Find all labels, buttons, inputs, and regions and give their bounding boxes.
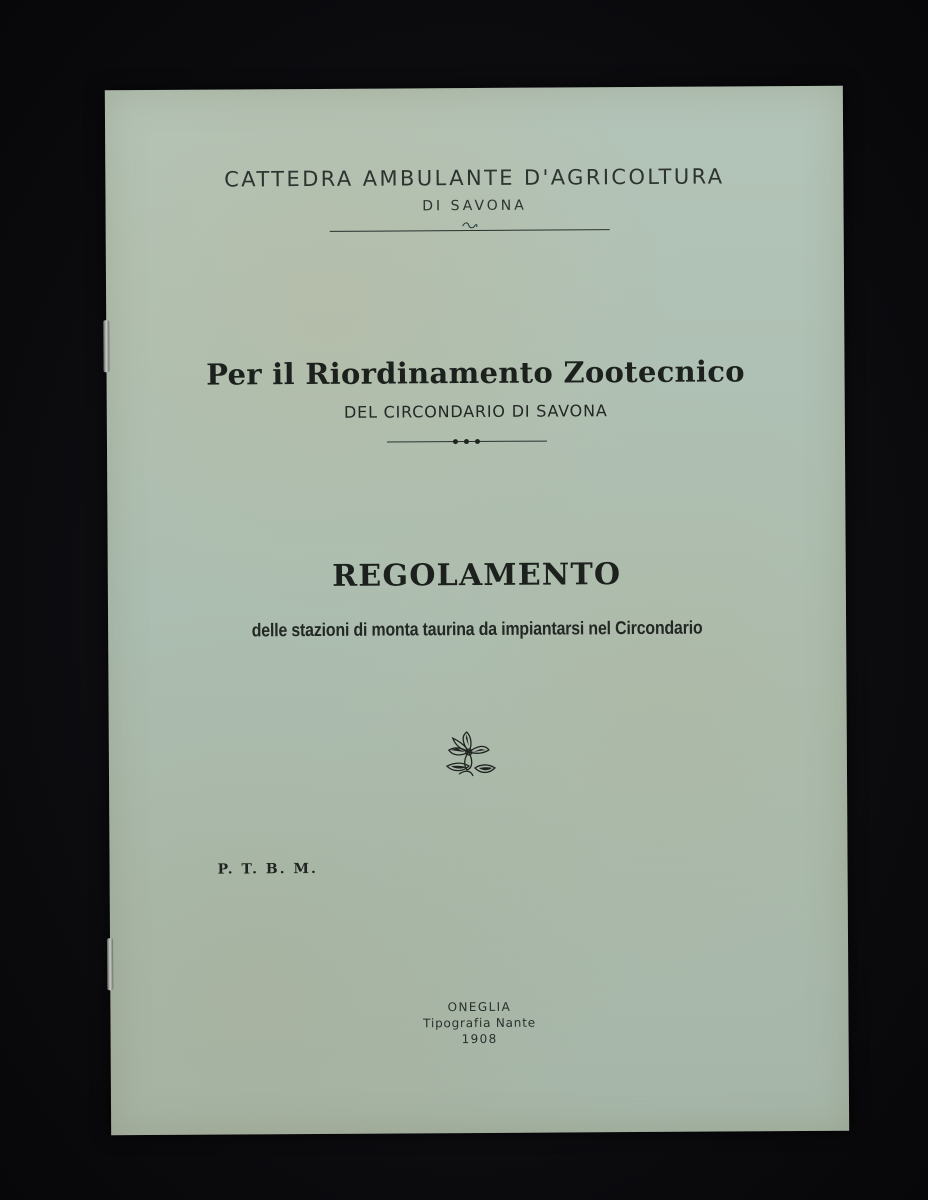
regulation-title: REGOLAMENTO bbox=[332, 557, 622, 594]
divider-dot bbox=[475, 439, 480, 444]
imprint-city: ONEGLIA bbox=[447, 999, 512, 1015]
institution-city: DI SAVONA bbox=[422, 197, 527, 215]
divider-ornament-icon bbox=[458, 220, 482, 234]
imprint-year: 1908 bbox=[461, 1031, 498, 1047]
flower-vignette-icon bbox=[439, 726, 499, 782]
regulation-subtitle: delle stazioni di monta taurina da impiantarsi nel Circondario bbox=[251, 616, 703, 641]
imprint-printer: Tipografia Nante bbox=[423, 1015, 536, 1031]
divider-dot bbox=[453, 439, 458, 444]
divider-dot bbox=[464, 439, 469, 444]
initials-text: P. T. B. M. bbox=[217, 860, 318, 878]
main-title: Per il Riordinamento Zootecnico bbox=[206, 354, 746, 392]
institution-name: CATTEDRA AMBULANTE D'AGRICOLTURA bbox=[224, 164, 725, 192]
header-divider bbox=[330, 223, 610, 237]
pamphlet-cover bbox=[105, 86, 849, 1135]
main-subtitle: DEL CIRCONDARIO DI SAVONA bbox=[343, 401, 608, 422]
scroll-ornament-icon bbox=[458, 221, 482, 231]
staple-bottom bbox=[107, 938, 113, 990]
title-divider bbox=[387, 438, 547, 445]
